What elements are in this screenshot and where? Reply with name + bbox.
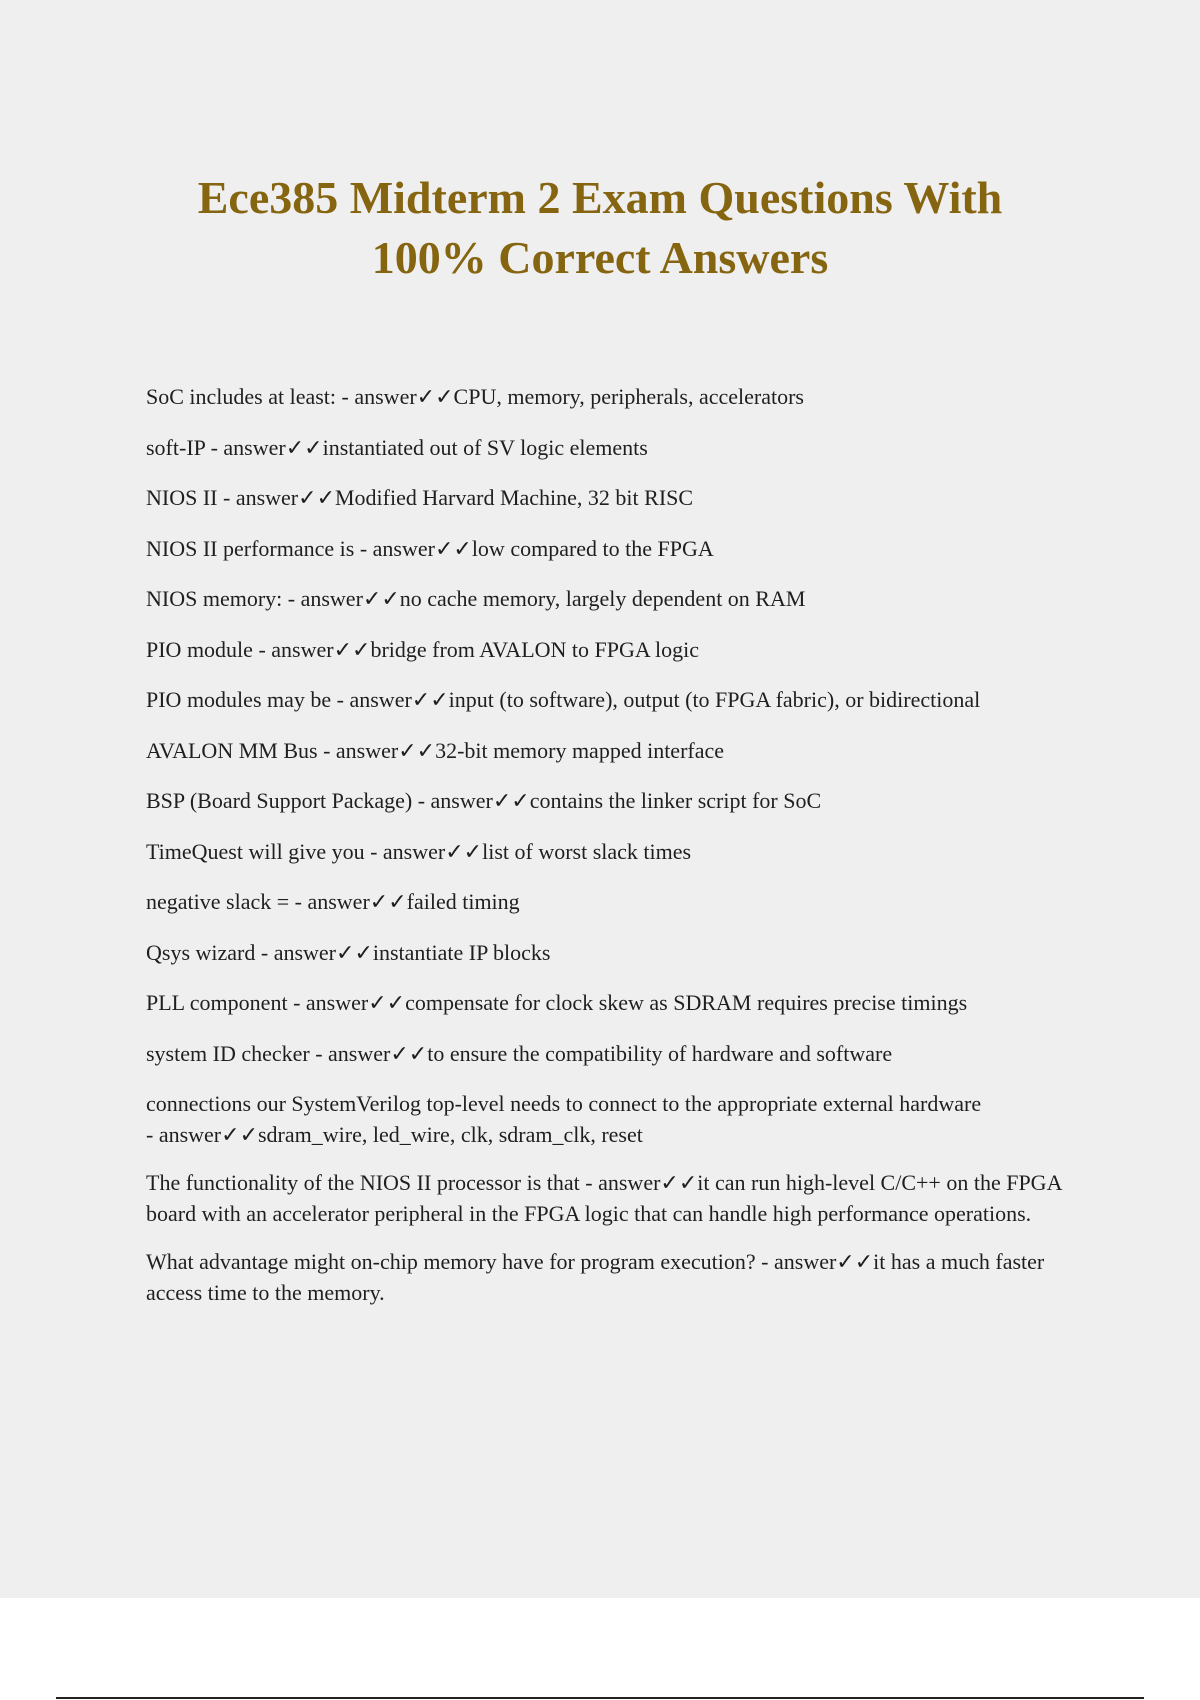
question-text: system ID checker — [146, 1040, 310, 1066]
question-text: negative slack = — [146, 889, 290, 914]
question-text: NIOS II performance is — [146, 535, 355, 561]
question-text: AVALON MM Bus — [146, 737, 318, 763]
answer-marker: - answer✓✓ — [309, 1040, 428, 1066]
answer-text: 32-bit memory mapped interface — [435, 737, 725, 763]
qa-item — [146, 988, 1086, 1019]
answer-marker: - answer✓✓ — [755, 1249, 874, 1274]
answer-marker: - answer✓✓ — [579, 1170, 698, 1195]
qa-item — [146, 685, 1086, 716]
answer-text: list of worst slack times — [482, 838, 692, 864]
question-text: BSP (Board Support Package) — [146, 788, 413, 813]
answer-marker: - answer✓✓ — [354, 535, 472, 561]
answer-text: instantiate IP blocks — [372, 939, 551, 965]
question-text: Qsys wizard — [146, 939, 256, 965]
qa-item — [146, 837, 1086, 868]
qa-item — [146, 635, 1086, 666]
qa-item — [146, 786, 1086, 817]
qa-item — [146, 887, 1086, 918]
answer-marker: - answer✓✓ — [412, 788, 530, 813]
question-text: SoC includes at least: — [146, 384, 337, 409]
qa-item — [146, 382, 1086, 413]
question-text: What advantage might on-chip memory have for program execution? — [146, 1249, 756, 1274]
answer-text: it can run high-level C/C++ on the FPGA board with an accelerator peripheral in the FPGA logic that can handle high performance operations. — [146, 1170, 1062, 1226]
qa-item — [146, 736, 1086, 767]
question-text: PIO modules may be — [146, 687, 332, 712]
qa-item — [146, 1168, 1086, 1229]
answer-text: it has a much faster access time to the memory. — [146, 1249, 1045, 1305]
answer-marker: - answer✓✓ — [336, 384, 454, 409]
question-text: NIOS II — [146, 485, 218, 510]
answer-text: low compared to the FPGA — [471, 535, 714, 561]
question-text: connections our SystemVerilog top-level needs to connect to the appropriate external hardware — [146, 1091, 982, 1116]
answer-text: no cache memory, largely dependent on RAM — [399, 586, 806, 611]
answer-text: contains the linker script for SoC — [529, 788, 822, 813]
question-text: NIOS memory: — [146, 586, 283, 611]
answer-marker: - answer✓✓ — [289, 889, 407, 914]
answer-marker: - answer✓✓ — [205, 434, 323, 460]
answer-marker: - answer✓✓ — [331, 687, 449, 712]
answer-text: input (to software), output (to FPGA fabric), or bidirectional — [448, 687, 981, 712]
answer-marker: - answer✓✓ — [282, 586, 400, 611]
question-text: soft-IP — [146, 434, 206, 460]
qa-item — [146, 483, 1086, 514]
answer-text: Modified Harvard Machine, 32 bit RISC — [335, 485, 694, 510]
question-text: PLL component — [146, 990, 288, 1015]
qa-item — [146, 534, 1086, 565]
answer-marker: - answer✓✓ — [252, 636, 371, 662]
title-line-2: 100% Correct Answers — [371, 232, 829, 283]
qa-item — [146, 584, 1086, 615]
answer-marker: - answer✓✓ — [364, 838, 483, 864]
answer-text: to ensure the compatibility of hardware and software — [427, 1040, 893, 1066]
qa-item — [146, 1039, 1086, 1070]
document-title — [100, 168, 1100, 288]
qa-item — [146, 938, 1086, 969]
answer-marker: - answer✓✓ — [287, 990, 406, 1015]
qa-item — [146, 433, 1086, 464]
answer-marker: - answer✓✓ — [217, 485, 335, 510]
title-line-1: Ece385 Midterm 2 Exam Questions With — [197, 172, 1003, 223]
answer-text: sdram_wire, led_wire, clk, sdram_clk, reset — [258, 1121, 643, 1147]
answer-marker: - answer✓✓ — [146, 1121, 258, 1147]
qa-item — [146, 1247, 1086, 1308]
answer-marker: - answer✓✓ — [255, 939, 373, 965]
page-footer-area — [0, 1598, 1200, 1700]
answer-marker: - answer✓✓ — [317, 737, 436, 763]
footer-divider — [56, 1697, 1144, 1699]
answer-text: CPU, memory, peripherals, accelerators — [453, 384, 804, 409]
question-text: PIO module — [146, 636, 253, 662]
qa-item — [146, 1089, 1086, 1150]
question-text: TimeQuest will give you — [146, 838, 365, 864]
answer-text: failed timing — [406, 889, 520, 914]
answer-text: instantiated out of SV logic elements — [322, 434, 648, 460]
answer-text: compensate for clock skew as SDRAM requires precise timings — [405, 990, 968, 1015]
question-text: The functionality of the NIOS II processor is that — [146, 1170, 580, 1195]
qa-list — [146, 382, 1086, 1326]
answer-text: bridge from AVALON to FPGA logic — [370, 636, 700, 662]
